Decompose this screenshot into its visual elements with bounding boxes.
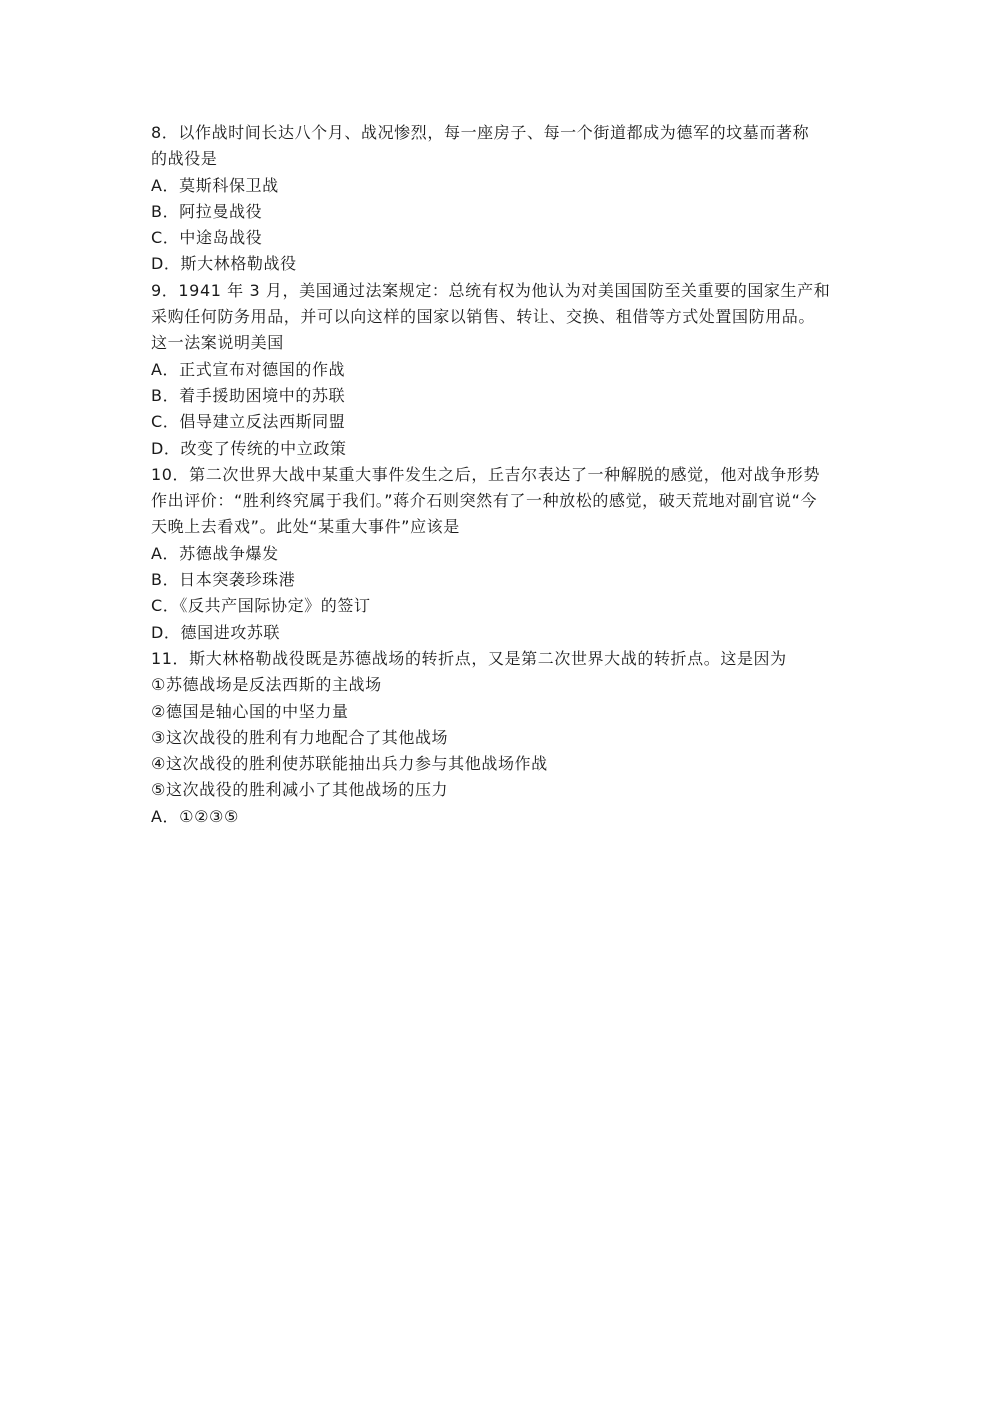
question-10-option-b: B．日本突袭珍珠港 — [151, 570, 296, 590]
question-10-option-c: C．《反共产国际协定》的签订 — [151, 596, 371, 616]
question-11-statement-2: ②德国是轴心国的中坚力量 — [151, 701, 349, 721]
question-9-stem-line-3: 这一法案说明美国 — [151, 333, 284, 353]
question-8-stem-line-2: 的战役是 — [151, 149, 218, 169]
question-11-stem-line-1: 11．斯大林格勒战役既是苏德战场的转折点，又是第二次世界大战的转折点。这是因为 — [151, 648, 787, 668]
question-9-stem-line-2: 采购任何防务用品，并可以向这样的国家以销售、转让、交换、租借等方式处置国防用品。 — [151, 307, 816, 327]
question-10 — [151, 462, 851, 646]
question-10-stem-line-3: 天晚上去看戏”。此处“某重大事件”应该是 — [151, 517, 460, 537]
question-8-option-a: A．莫斯科保卫战 — [151, 175, 279, 195]
question-9-option-a: A．正式宣布对德国的作战 — [151, 359, 346, 379]
question-9-option-d: D．改变了传统的中立政策 — [151, 438, 347, 458]
question-10-stem-line-2: 作出评价：“胜利终究属于我们。”蒋介石则突然有了一种放松的感觉，破天荒地对副官说“今 — [151, 491, 818, 511]
question-11-statement-4: ④这次战役的胜利使苏联能抽出兵力参与其他战场作战 — [151, 754, 548, 774]
question-10-stem-line-1: 10．第二次世界大战中某重大事件发生之后，丘吉尔表达了一种解脱的感觉，他对战争形势 — [151, 464, 820, 484]
question-8-stem-line-1: 8．以作战时间长达八个月、战况惨烈，每一座房子、每一个街道都成为德军的坟墓而著称 — [151, 123, 810, 142]
question-8-option-c: C．中途岛战役 — [151, 228, 263, 248]
question-10-option-a: A．苏德战争爆发 — [151, 543, 279, 563]
question-9-option-b: B．着手援助困境中的苏联 — [151, 385, 346, 405]
question-11-option-a: A．①②③⑤ — [151, 806, 239, 826]
question-10-option-d: D．德国进攻苏联 — [151, 622, 281, 642]
question-9-stem-line-1: 9．1941 年 3 月，美国通过法案规定：总统有权为他认为对美国国防至关重要的国家生产和 — [151, 280, 831, 300]
question-11 — [151, 646, 851, 830]
question-11-statement-1: ①苏德战场是反法西斯的主战场 — [151, 675, 382, 695]
question-9 — [151, 278, 851, 462]
question-8 — [151, 120, 851, 278]
question-8-option-d: D．斯大林格勒战役 — [151, 254, 297, 274]
question-8-option-b: B．阿拉曼战役 — [151, 201, 263, 221]
question-list — [151, 120, 851, 830]
question-9-option-c: C．倡导建立反法西斯同盟 — [151, 412, 346, 432]
question-11-statement-5: ⑤这次战役的胜利减小了其他战场的压力 — [151, 780, 449, 800]
question-11-statement-3: ③这次战役的胜利有力地配合了其他战场 — [151, 727, 449, 747]
